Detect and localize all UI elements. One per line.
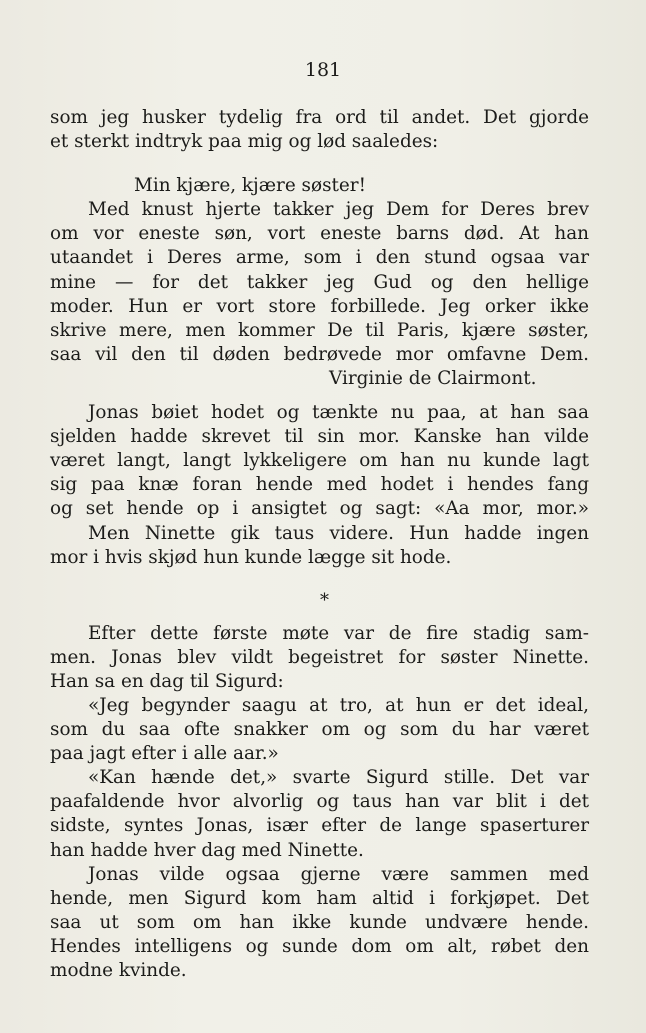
text-line: og set hende op i ansigtet og sagt: «Aa mor, mor.»	[50, 498, 589, 520]
text-line: sjelden hadde skrevet til sin mor. Kanske han vilde	[50, 426, 589, 448]
text-line: om vor eneste søn, vort eneste barns død. At han	[50, 223, 589, 245]
text-line: Men Ninette gik taus videre. Hun hadde ingen	[88, 522, 589, 544]
page-body	[50, 106, 589, 983]
text-line: modne kvinde.	[50, 960, 187, 981]
text-line: saa vil den til døden bedrøvede mor omfavne Dem.	[50, 343, 589, 365]
text-line: skrive mere, men kommer De til Paris, kjære søster,	[50, 319, 589, 341]
text-line: som jeg husker tydelig fra ord til andet. Det gjorde	[50, 107, 589, 128]
text-line: moder. Hun er vort store forbillede. Jeg orker ikke	[50, 295, 589, 317]
text-line: Efter dette første møte var de fire stadig sam-	[88, 622, 589, 644]
paragraph-jonas-bowed	[50, 401, 589, 521]
text-line: et sterkt indtryk paa mig og lød saaledes:	[50, 131, 439, 153]
text-line: paa jagt efter i alle aar.»	[50, 743, 279, 765]
text-line: Med knust hjerte takker jeg Dem for Deres brev	[88, 199, 589, 221]
text-line: paafaldende hvor alvorlig og taus han var blit i det	[50, 791, 589, 813]
text-line: Hendes intelligens og sunde dom om alt, røbet den	[50, 935, 589, 957]
paragraph-ideal-quote	[50, 694, 589, 766]
text-line: saa ut som om han ikke kunde undvære hende.	[50, 911, 589, 933]
paragraph-jonas-wanted	[50, 863, 589, 983]
text-line: men. Jonas blev vildt begeistret for søster Ninette.	[50, 646, 589, 668]
text-line: Jonas bøiet hodet og tænkte nu paa, at han saa	[88, 402, 589, 424]
text-line: sidste, syntes Jonas, især efter de lange spaserturer	[50, 815, 589, 837]
text-line: «Kan hænde det,» svarte Sigurd stille. Det var	[88, 767, 589, 789]
text-line: han hadde hver dag med Ninette.	[50, 839, 364, 861]
text-line: utaandet i Deres arme, som i den stund ogsaa var	[50, 247, 589, 269]
text-line: som du saa ofte snakker om og som du har været	[50, 719, 589, 741]
text-line: «Jeg begynder saagu at tro, at hun er det ideal,	[88, 694, 589, 716]
paragraph-sigurd-reply	[50, 766, 589, 862]
letter-signature: Virginie de Clairmont.	[329, 367, 537, 389]
paragraph-ninette-silent	[50, 522, 589, 570]
page-number: 181	[304, 59, 342, 81]
section-break-asterisk: *	[320, 589, 329, 611]
text-line: været langt, langt lykkeligere om han nu kunde lagt	[50, 450, 589, 472]
paragraph-continuation	[50, 106, 589, 154]
text-line: mor i hvis skjød hun kunde lægge sit hode.	[50, 546, 452, 568]
paragraph-first-meeting	[50, 622, 589, 694]
text-line: hende, men Sigurd kom ham altid i forkjøpet. Det	[50, 887, 589, 909]
text-line: Jonas vilde ogsaa gjerne være sammen med	[88, 863, 589, 885]
text-line: Han sa en dag til Sigurd:	[50, 670, 284, 692]
letter-body	[50, 198, 589, 367]
letter-salutation: Min kjære, kjære søster!	[134, 175, 366, 197]
text-line: mine — for det takker jeg Gud og den hellige	[50, 271, 589, 293]
text-line: sig paa knæ foran hende med hodet i hendes fang	[50, 474, 589, 496]
